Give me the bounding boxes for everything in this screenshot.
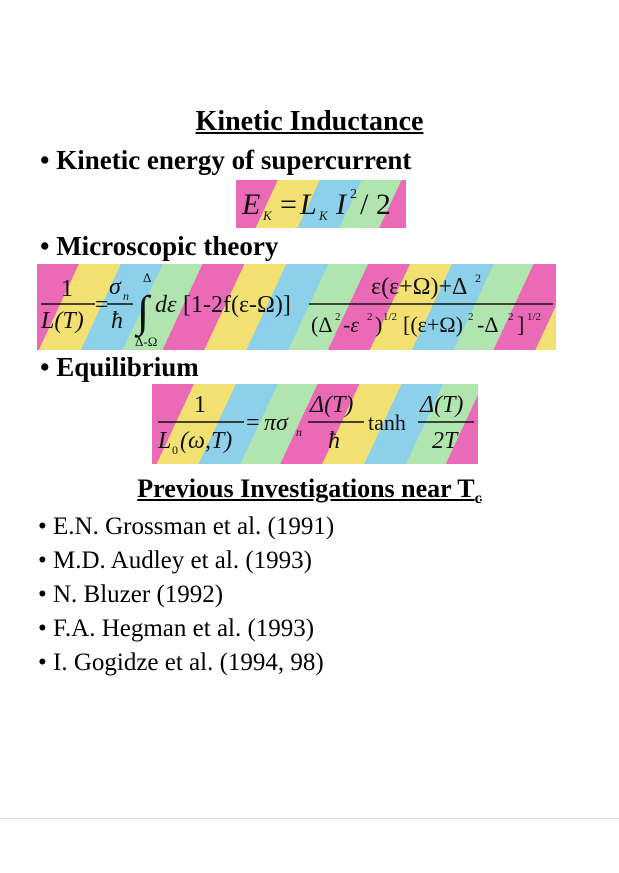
eq3-equals: = <box>246 410 260 436</box>
eq2-bracket: [1-2f(ε-Ω)] <box>183 292 291 318</box>
eq2-den-a-exp: 2 <box>335 311 341 323</box>
section-heading-sub: c <box>474 490 482 508</box>
eq2-den-b: -ε <box>343 312 359 337</box>
eq2-den-b-exp: 2 <box>367 311 373 323</box>
eq2-den-e: -Δ <box>477 312 499 337</box>
eq3-one: 1 <box>194 392 206 418</box>
eq1-tail: / 2 <box>360 188 391 221</box>
bullet-equilibrium: • Equilibrium <box>40 352 199 382</box>
eq3-arg: (ω,T) <box>180 428 233 454</box>
reference-item: • M.D. Audley et al. (1993) <box>38 547 312 574</box>
eq2-den-f-exp: 1/2 <box>527 311 542 323</box>
eq3-delta-t: Δ(T) <box>310 392 354 418</box>
eq3-hbar: ħ <box>328 428 340 454</box>
eq2-sigma-sub: n <box>123 289 129 303</box>
eq2-one: 1 <box>61 276 73 302</box>
eq3-pi-sigma: πσ <box>264 410 288 436</box>
reference-item: • N. Bluzer (1992) <box>38 581 224 608</box>
eq3-delta-t2: Δ(T) <box>420 392 464 418</box>
eq1-E-sub: K <box>263 208 272 223</box>
eq1-equals: = <box>280 188 297 221</box>
eq3-two-t: 2T <box>432 428 458 454</box>
eq2-integral: ∫ <box>137 287 150 336</box>
section-heading <box>0 474 619 508</box>
equation-microscopic-svg <box>37 264 556 350</box>
eq2-lower-limit: Δ-Ω <box>135 334 158 349</box>
eq2-equals: = <box>95 292 109 318</box>
eq1-E: E <box>242 188 261 221</box>
reference-item: • I. Gogidze et al. (1994, 98) <box>38 649 324 676</box>
eq2-den-a: (Δ <box>311 312 333 337</box>
eq2-sigma: σ <box>109 274 121 300</box>
equation-microscopic <box>37 264 556 350</box>
section-heading-text: Previous Investigations near T <box>137 474 475 503</box>
eq1-L-sub: K <box>319 208 328 223</box>
eq2-den-c: ) <box>375 312 383 337</box>
eq2-den-c-exp: 1/2 <box>383 311 398 323</box>
eq3-tanh: tanh <box>368 410 406 435</box>
eq3-L0-sub: 0 <box>172 443 178 457</box>
eq1-exp: 2 <box>350 187 357 202</box>
page-bottom-line <box>0 818 619 819</box>
reference-item: • E.N. Grossman et al. (1991) <box>38 513 335 540</box>
eq2-numerator: ε(ε+Ω)+Δ <box>371 274 468 300</box>
eq2-hbar: ħ <box>111 308 123 334</box>
eq2-upper-limit: Δ <box>143 270 152 285</box>
page-title: Kinetic Inductance <box>195 106 424 137</box>
eq3-L0: L <box>158 428 172 454</box>
eq1-I: I <box>336 188 346 221</box>
eq2-den-e-exp: 2 <box>508 311 514 323</box>
reference-item: • F.A. Hegman et al. (1993) <box>38 615 315 642</box>
eq3-pi-sigma-sub: n <box>296 425 302 439</box>
bullet-microscopic-theory: • Microscopic theory <box>40 231 279 261</box>
bullet-kinetic-energy: • Kinetic energy of supercurrent <box>40 145 412 175</box>
equation-equilibrium-svg <box>152 384 478 464</box>
eq2-den-d-exp: 2 <box>468 311 474 323</box>
equation-kinetic-energy <box>236 180 406 228</box>
eq2-den-d: [(ε+Ω) <box>403 312 463 337</box>
equation-kinetic-energy-svg <box>236 180 406 228</box>
eq2-numerator-exp: 2 <box>475 271 481 285</box>
eq2-den-f: ] <box>517 312 525 337</box>
eq1-L: L <box>300 188 317 221</box>
equation-equilibrium <box>152 384 478 464</box>
eq2-LT: L(T) <box>41 308 84 334</box>
eq2-d-epsilon: dε <box>155 292 177 318</box>
